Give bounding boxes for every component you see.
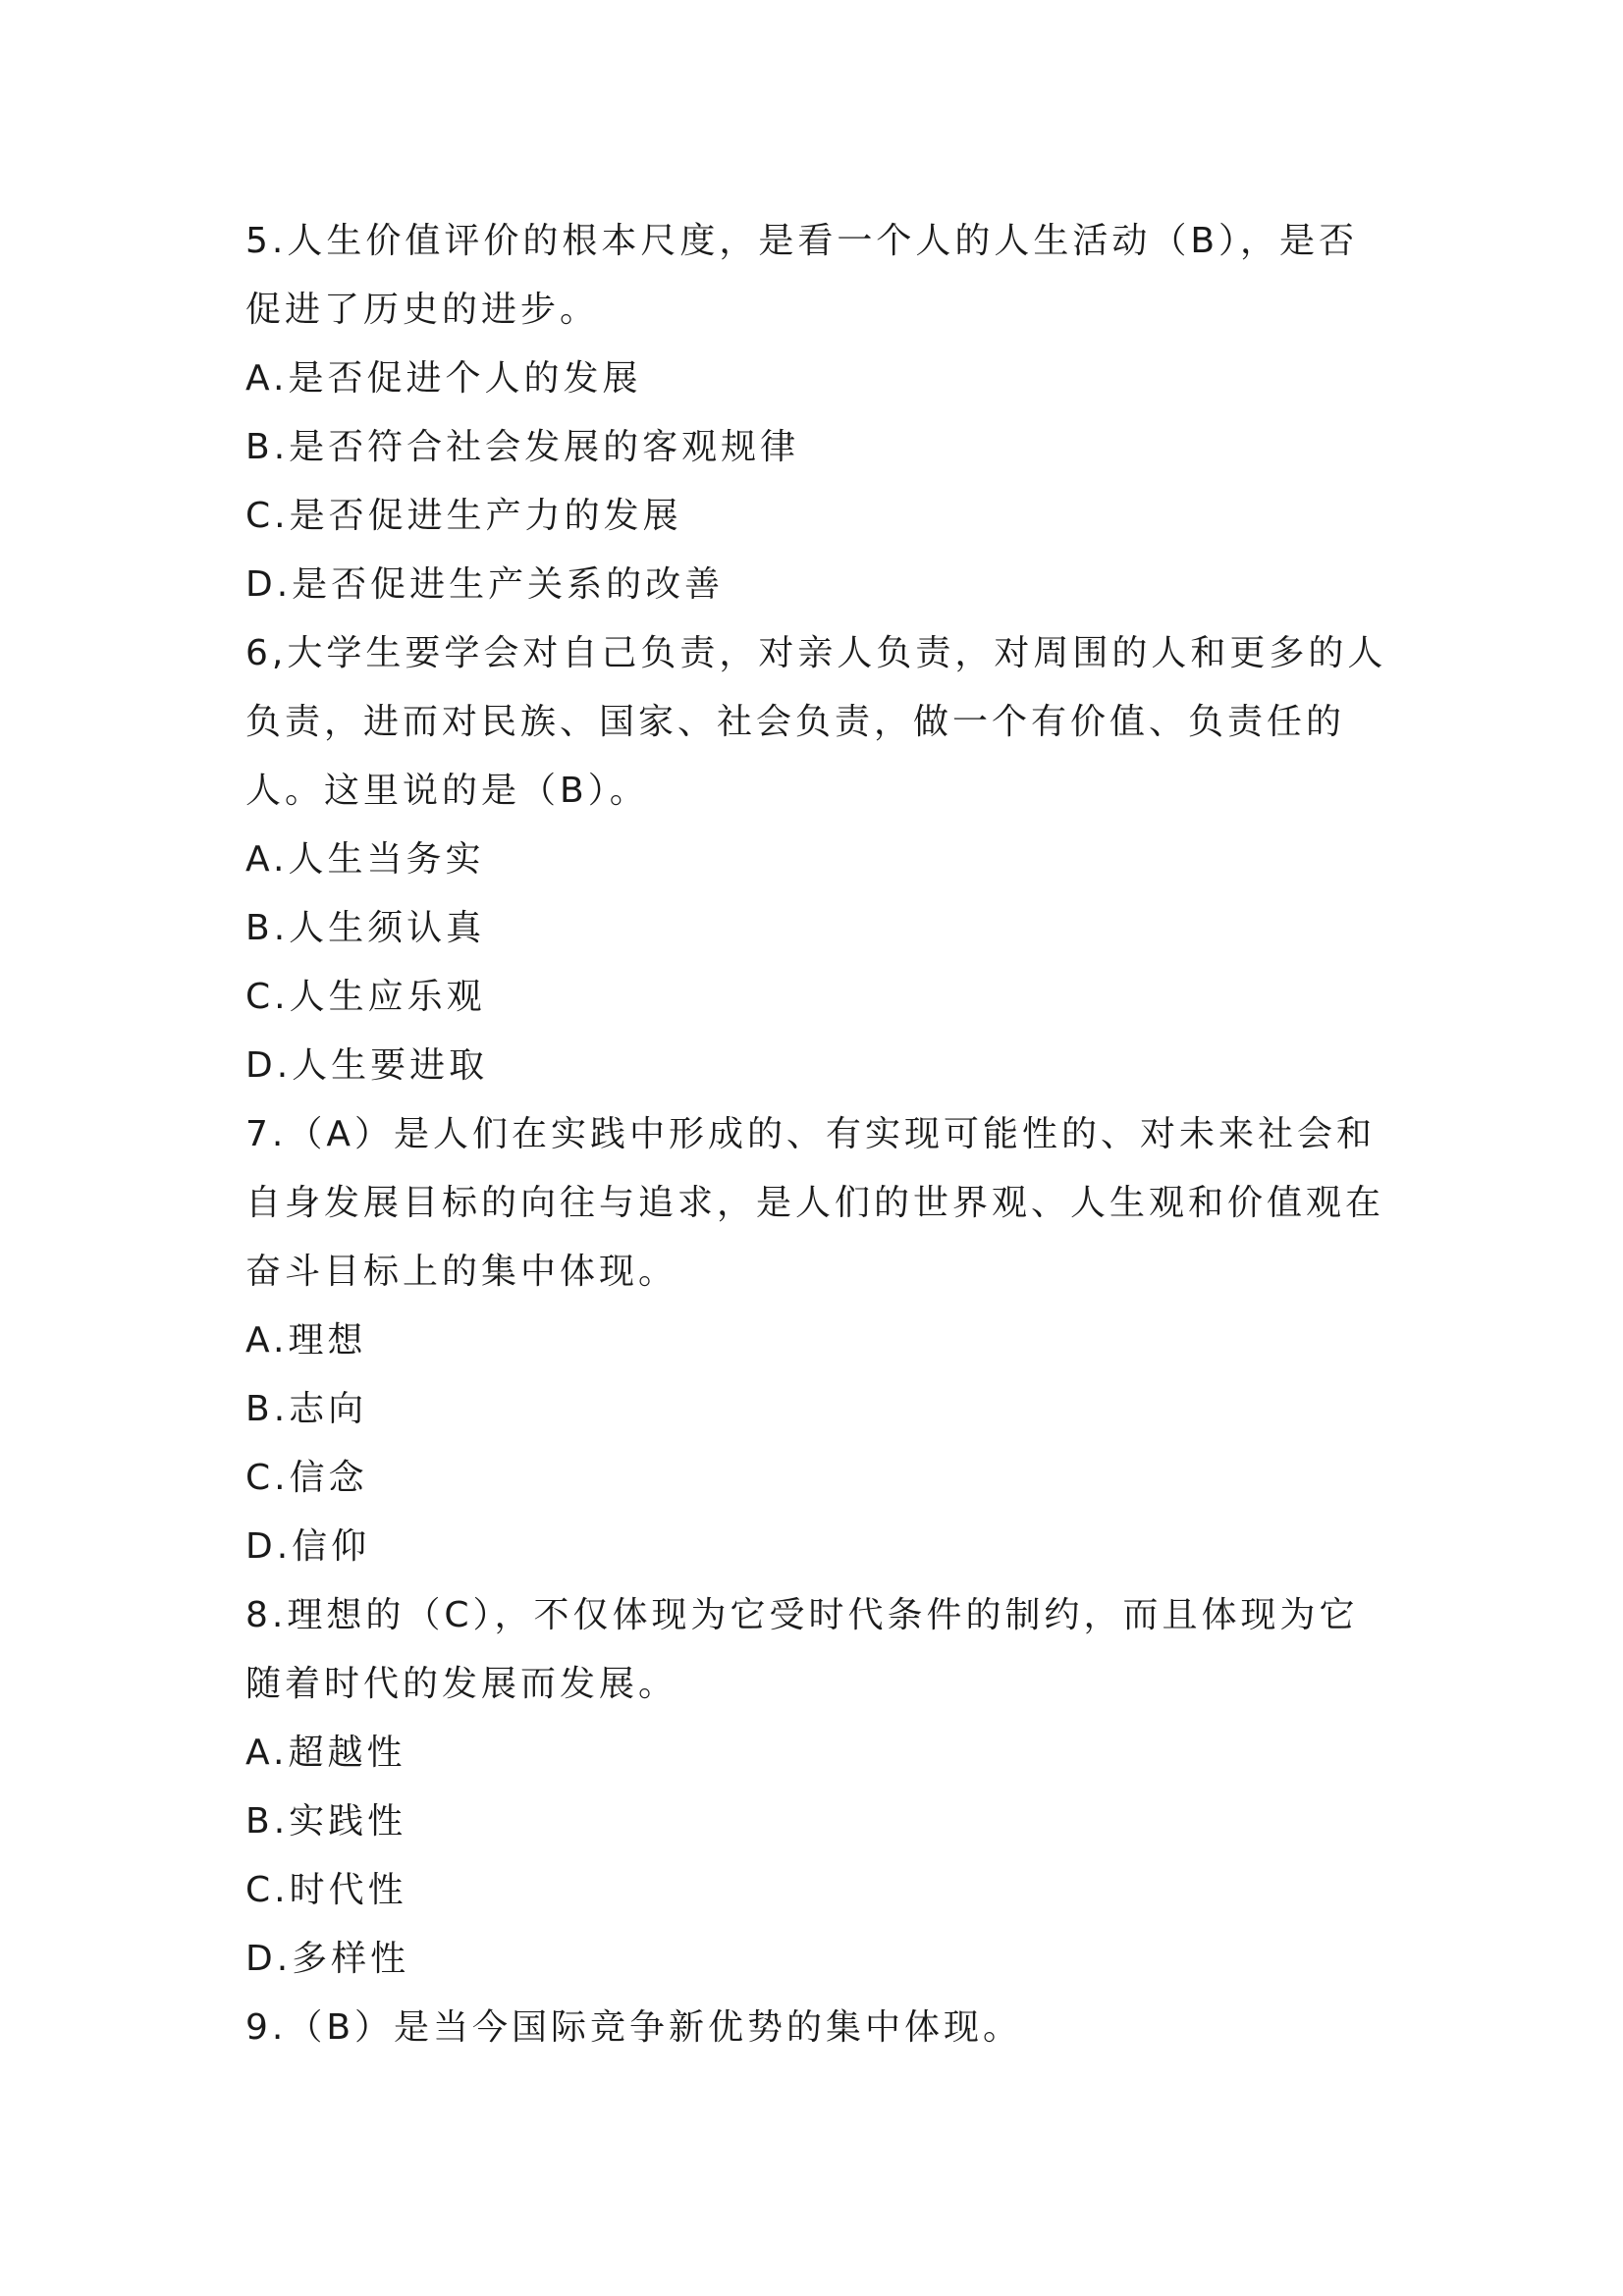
question-8-option-b: B.实践性 (245, 1801, 407, 1842)
question-6-stem: 6,大学生要学会对自己负责，对亲人负责，对周围的人和更多的人负责，进而对民族、国家、社会负责，做一个有价值、负责任的人。这里说的是（B）。 (245, 633, 1387, 811)
question-6-option-d: D.人生要进取 (245, 1045, 489, 1086)
question-8-option-a: A.超越性 (245, 1733, 406, 1773)
question-5-option-c: C.是否促进生产力的发展 (245, 496, 682, 536)
question-6-option-b: B.人生须认真 (245, 908, 486, 948)
question-7-option-d: D.信仰 (245, 1526, 371, 1567)
question-9-stem: 9.（B）是当今国际竞争新优势的集中体现。 (245, 2007, 1023, 2048)
question-7-stem: 7.（A）是人们在实践中形成的、有实现可能性的、对未来社会和自身发展目标的向往与追求，是人们的世界观、人生观和价值观在奋斗目标上的集中体现。 (245, 1114, 1385, 1292)
question-5-stem: 5.人生价值评价的根本尺度，是看一个人的人生活动（B），是否促进了历史的进步。 (245, 221, 1359, 330)
question-7-option-c: C.信念 (245, 1458, 368, 1498)
question-5-option-b: B.是否符合社会发展的客观规律 (245, 427, 800, 467)
document-body (245, 207, 1394, 2062)
question-8-option-d: D.多样性 (245, 1939, 410, 1979)
question-8-stem: 8.理想的（C），不仅体现为它受时代条件的制约，而且体现为它随着时代的发展而发展。 (245, 1595, 1359, 1704)
question-6-option-a: A.人生当务实 (245, 839, 485, 880)
question-5-option-a: A.是否促进个人的发展 (245, 358, 642, 399)
question-6-option-c: C.人生应乐观 (245, 977, 486, 1017)
question-7-option-b: B.志向 (245, 1389, 368, 1429)
question-8-option-c: C.时代性 (245, 1870, 407, 1910)
question-5-option-d: D.是否促进生产关系的改善 (245, 564, 725, 605)
question-7-option-a: A.理想 (245, 1320, 367, 1361)
